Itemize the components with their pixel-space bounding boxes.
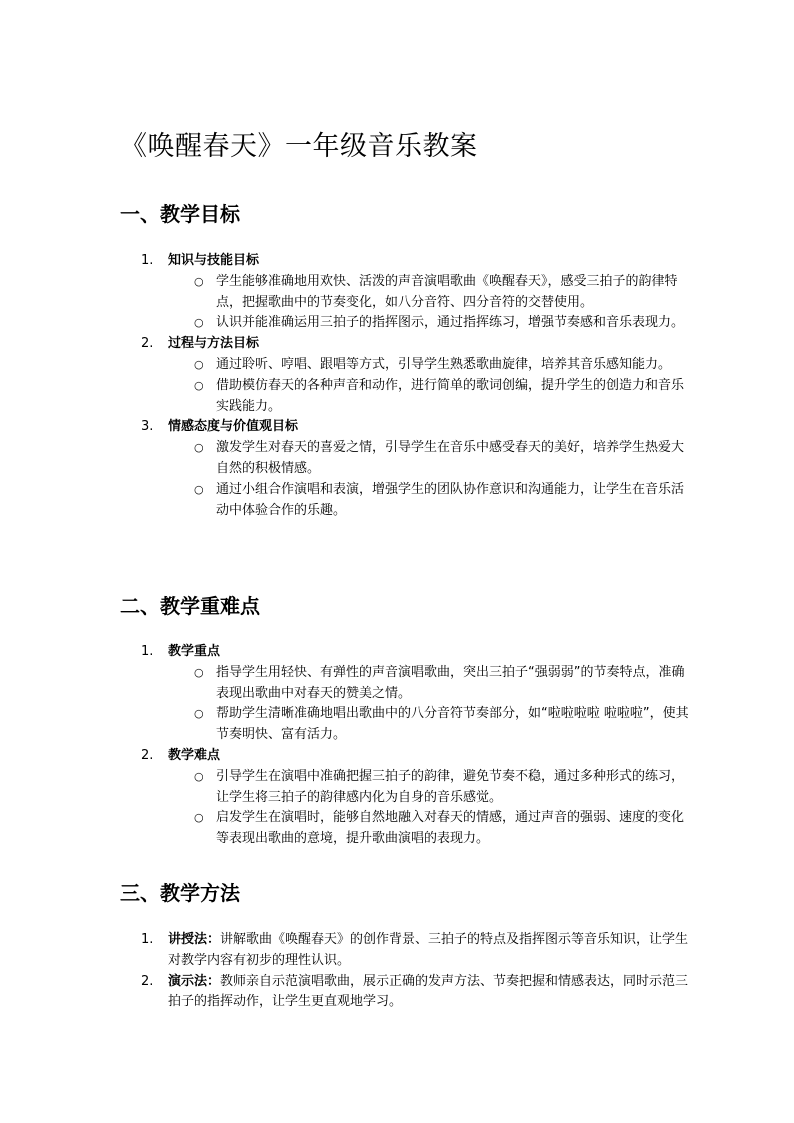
section-heading-goals: 一、教学目标	[120, 202, 240, 226]
bullet-icon: ○	[194, 769, 204, 783]
bullet-icon: ○	[194, 357, 204, 371]
bullet-icon: ○	[194, 274, 204, 288]
bullet-item	[120, 663, 690, 705]
key-points-list	[120, 642, 690, 850]
bullet-text: 学生能够准确地用欢快、活泼的声音演唱歌曲《唤醒春天》，感受三拍子的韵律特点，把握歌曲中的节奏变化，如八分音符、四分音符的交替使用。	[216, 273, 678, 310]
bullet-icon: ○	[194, 811, 204, 825]
list-number: 3.	[141, 419, 154, 435]
list-item	[120, 642, 690, 663]
document-title: 《唤醒春天》一年级音乐教案	[120, 131, 478, 162]
bullet-item	[120, 480, 690, 522]
method-item	[120, 930, 690, 972]
list-item	[120, 334, 690, 355]
bullet-text: 借助模仿春天的各种声音和动作，进行简单的歌词创编，提升学生的创造力和音乐实践能力。	[216, 377, 685, 414]
list-item	[120, 251, 690, 272]
method-text: 讲解歌曲《唤醒春天》的创作背景、三拍子的特点及指挥图示等音乐知识，让学生对教学内容有初步的理性认识。	[168, 932, 689, 968]
list-number: 1.	[141, 932, 154, 947]
bullet-text: 通过小组合作演唱和表演，增强学生的团队协作意识和沟通能力，让学生在音乐活动中体验合作的乐趣。	[216, 481, 685, 518]
bullet-text: 引导学生在演唱中准确把握三拍子的韵律，避免节奏不稳，通过多种形式的练习，让学生将三拍子的韵律感内化为自身的音乐感觉。	[216, 768, 685, 805]
bullet-item	[120, 376, 690, 418]
section-heading-key-points: 二、教学重难点	[120, 594, 260, 618]
method-text: 教师亲自示范演唱歌曲，展示正确的发声方法、节奏把握和情感表达，同时示范三拍子的指挥动作，让学生更直观地学习。	[168, 973, 689, 1010]
bullet-text: 启发学生在演唱时，能够自然地融入对春天的情感，通过声音的强弱、速度的变化等表现出歌曲的意境，提升歌曲演唱的表现力。	[216, 810, 685, 847]
method-label: 演示法：	[168, 973, 221, 989]
bullet-icon: ○	[194, 378, 204, 392]
bullet-item	[120, 704, 690, 746]
bullet-item	[120, 355, 690, 376]
bullet-text: 激发学生对春天的喜爱之情，引导学生在音乐中感受春天的美好，培养学生热爱大自然的积极情感。	[216, 440, 685, 476]
method-item	[120, 972, 690, 1014]
list-item-title: 教学难点	[168, 747, 221, 763]
goals-list	[120, 251, 690, 521]
bullet-item	[120, 272, 690, 314]
list-number: 2.	[141, 973, 154, 989]
method-label: 讲授法：	[168, 932, 221, 947]
methods-list	[120, 930, 690, 1013]
bullet-text: 通过聆听、哼唱、跟唱等方式，引导学生熟悉歌曲旋律，培养其音乐感知能力。	[216, 356, 672, 372]
bullet-icon: ○	[194, 441, 204, 455]
list-number: 1.	[141, 644, 154, 659]
bullet-item	[120, 808, 690, 850]
bullet-text: 认识并能准确运用三拍子的指挥图示，通过指挥练习，增强节奏感和音乐表现力。	[216, 315, 685, 331]
list-item-title: 教学重点	[168, 644, 221, 659]
list-item-title: 过程与方法目标	[168, 336, 260, 352]
bullet-text: 帮助学生清晰准确地唱出歌曲中的八分音符节奏部分，如“啦啦啦啦 啦啦啦”，使其节奏明快、富有活力。	[216, 706, 689, 743]
list-item	[120, 417, 690, 438]
section-heading-methods: 三、教学方法	[120, 881, 240, 905]
list-number: 2.	[141, 336, 154, 352]
bullet-item	[120, 438, 690, 480]
list-number: 1.	[141, 253, 154, 268]
bullet-icon: ○	[194, 316, 204, 330]
bullet-icon: ○	[194, 482, 204, 496]
bullet-item	[120, 767, 690, 809]
bullet-item	[120, 313, 690, 334]
list-item-title: 情感态度与价值观目标	[168, 419, 299, 435]
bullet-icon: ○	[194, 665, 204, 679]
list-number: 2.	[141, 747, 154, 763]
bullet-text: 指导学生用轻快、有弹性的声音演唱歌曲，突出三拍子“强弱弱”的节奏特点，准确表现出歌曲中对春天的赞美之情。	[216, 664, 685, 701]
bullet-icon: ○	[194, 707, 204, 721]
list-item-title: 知识与技能目标	[168, 253, 260, 268]
list-item	[120, 746, 690, 767]
